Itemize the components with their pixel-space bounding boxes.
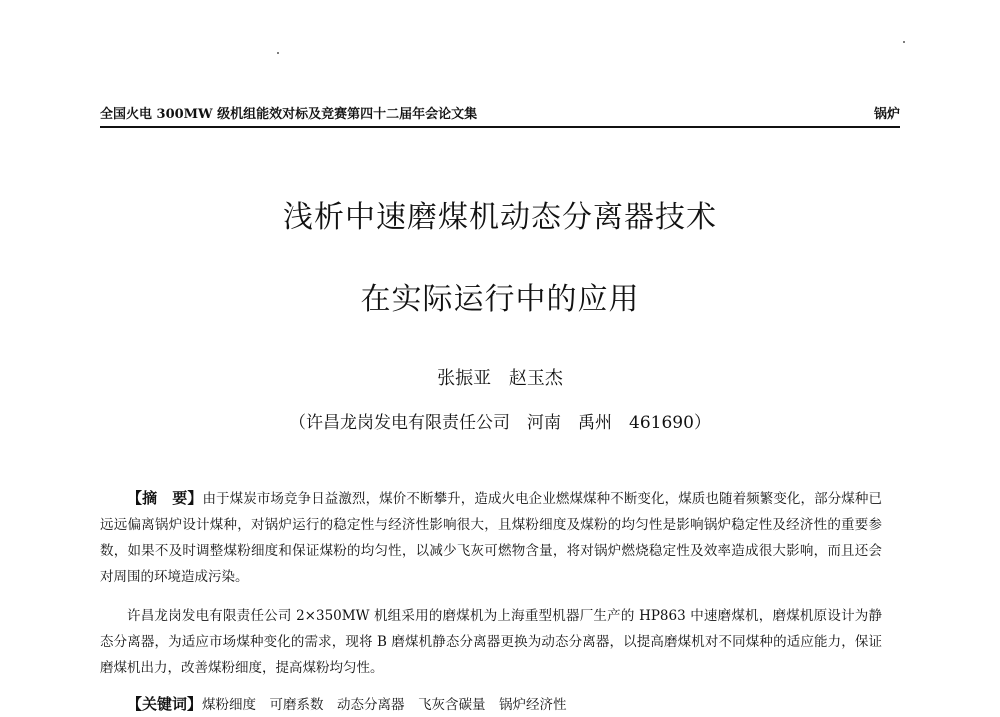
paper-title-line-1: 浅析中速磨煤机动态分离器技术 <box>283 200 717 235</box>
abstract-label: 【摘 要】 <box>127 489 203 507</box>
abstract-paragraph <box>100 485 882 590</box>
keywords-line <box>127 692 567 717</box>
section-label: 锅炉 <box>873 107 900 122</box>
authors: 张振亚 赵玉杰 <box>437 368 563 389</box>
abstract-text: 由于煤炭市场竞争日益激烈，煤价不断攀升，造成火电企业燃煤煤种不断变化，煤质也随着频繁变化，部分煤种已远远偏离锅炉设计煤种，对锅炉运行的稳定性与经济性影响很大，且煤粉细度及煤粉的均匀性是影响锅炉稳定性及经济性的重要参数，如果不及时调整煤粉细度和保证煤粉的均匀性，以减少飞灰可燃物含量，将对锅炉燃烧稳定性及效率造成很大影响，而且还会对周围的环境造成污染。 <box>100 491 882 585</box>
running-header <box>100 102 900 128</box>
affiliation: （许昌龙岗发电有限责任公司 河南 禹州 461690） <box>289 413 711 433</box>
abstract-paragraph-2: 许昌龙岗发电有限责任公司 2×350MW 机组采用的磨煤机为上海重型机器厂生产的 HP863 中速磨煤机，磨煤机原设计为静态分离器，为适应市场煤种变化的需求，现将 B 磨煤机静态分离器更换为动态分离器，以提高磨煤机对不同煤种的适应能力，保证磨煤机出力，改善煤粉细度，提高煤粉均匀性。 <box>100 608 882 676</box>
scan-speck <box>277 52 279 54</box>
proceedings-title: 全国火电 300MW 级机组能效对标及竞赛第四十二届年会论文集 <box>100 107 478 122</box>
keywords-text: 煤粉细度 可磨系数 动态分离器 飞灰含碳量 锅炉经济性 <box>202 697 567 713</box>
paper-title-line-2: 在实际运行中的应用 <box>360 282 640 317</box>
scan-speck <box>903 41 905 43</box>
keywords-label: 【关键词】 <box>127 695 203 713</box>
